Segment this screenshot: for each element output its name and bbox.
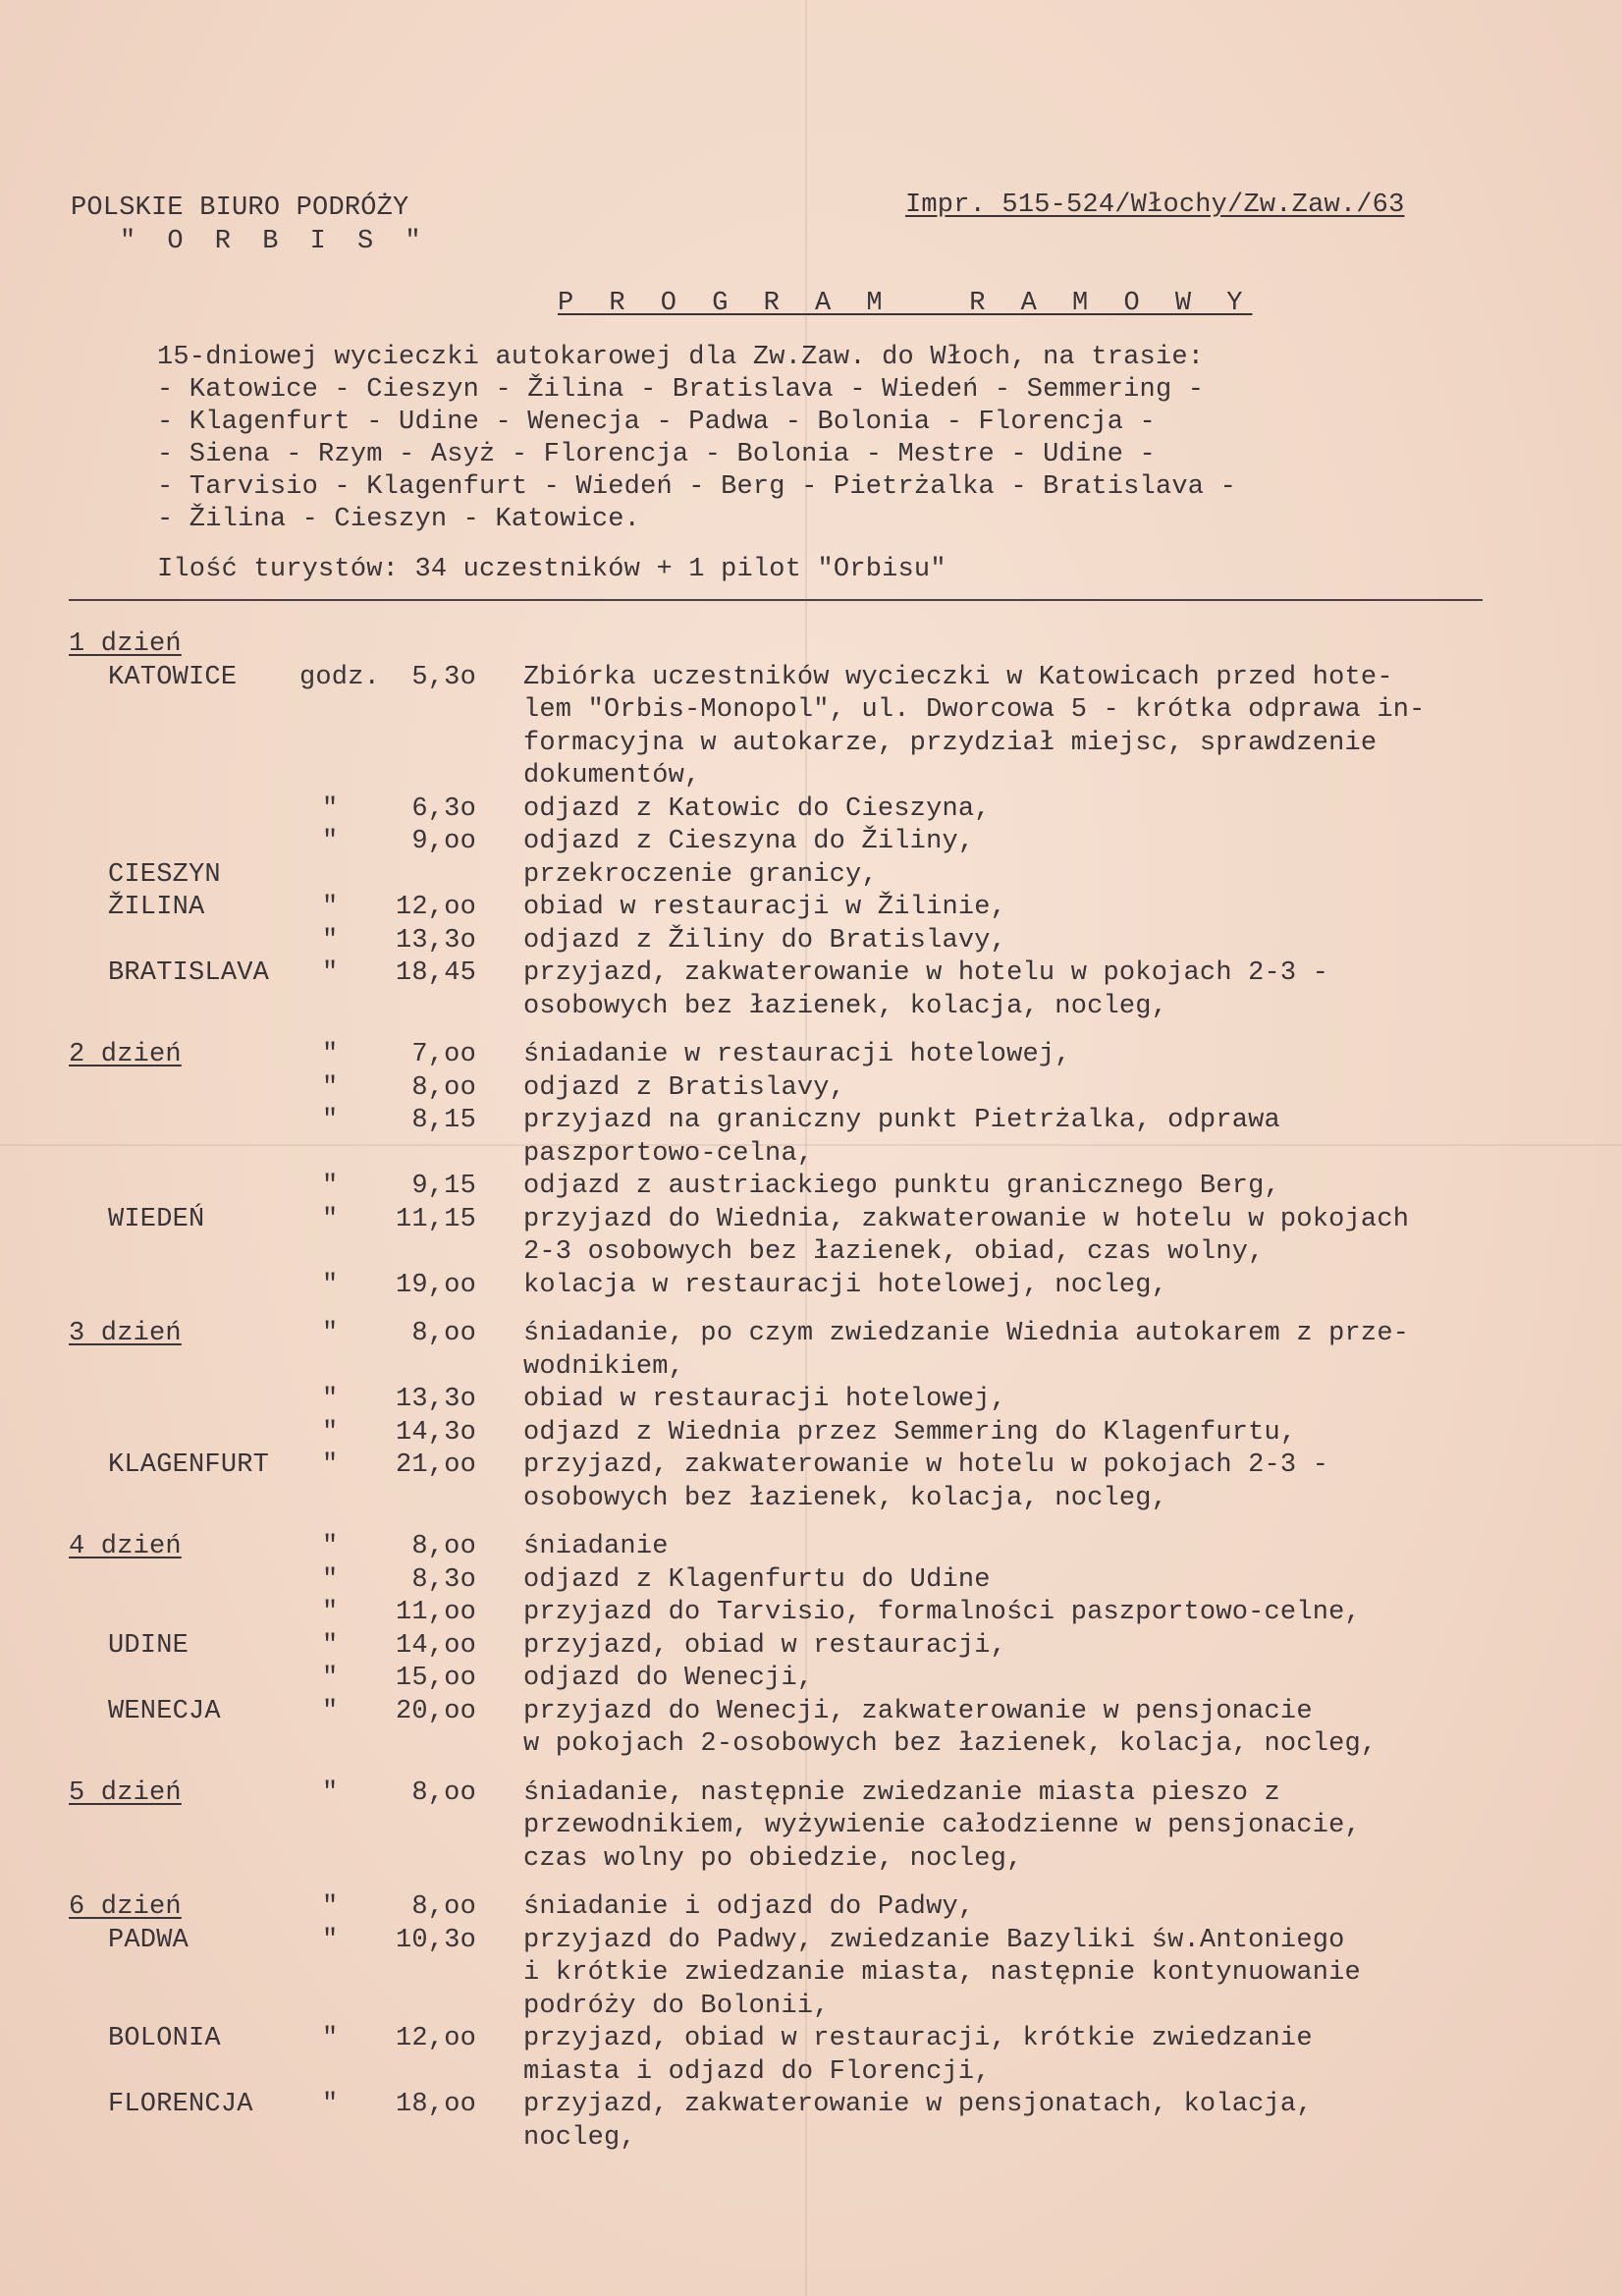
ditto-mark: " [322,1664,339,1693]
activity-text: przewodnikiem, wyżywienie całodzienne w pensjonacie, [523,1811,1361,1840]
activity-text: przyjazd, obiad w restauracji, [523,1630,1007,1661]
stop-time: 9,oo [411,827,476,856]
activity-text: przyjazd, zakwaterowanie w hotelu w pokojach 2-3 - [523,1450,1329,1480]
stop-time: 8,15 [411,1106,476,1135]
ditto-mark: " [322,1892,339,1922]
stop-city: UDINE [108,1630,189,1661]
stop-time: 5,3o [411,662,476,692]
activity-text: Zbiórka uczestników wycieczki w Katowicach przed hote- [523,662,1393,692]
stop-time: 20,oo [395,1696,476,1726]
activity-text: odjazd do Wenecji, [523,1664,814,1693]
activity-text: odjazd z Cieszyna do Žiliny, [523,827,975,856]
ditto-mark: " [322,793,339,824]
day-heading: 6 dzień [69,1892,182,1922]
activity-text: przyjazd, obiad w restauracji, krótkie zwiedzanie [523,2024,1313,2053]
stop-city: FLORENCJA [108,2090,253,2119]
activity-text: odjazd z Bratislavy, [523,1072,846,1103]
stop-time: 21,oo [395,1450,476,1480]
activity-text: czas wolny po obiedzie, nocleg, [523,1843,1023,1874]
stop-time: 10,3o [395,1925,476,1955]
time-prefix: godz. [299,662,381,692]
stop-time: 8,oo [411,1319,476,1348]
ditto-mark: " [322,1696,339,1726]
intro-line: - Katowice - Cieszyn - Žilina - Bratislava - Wiedeń - Semmering - [157,375,1205,405]
stop-city: KATOWICE [108,662,238,692]
activity-text: śniadanie i odjazd do Padwy, [523,1892,975,1922]
activity-text: przyjazd do Padwy, zwiedzanie Bazyliki św.Antoniego [523,1925,1345,1955]
ditto-mark: " [322,1072,339,1103]
activity-text: miasta i odjazd do Florencji, [523,2056,991,2087]
stop-time: 8,oo [411,1892,476,1922]
stop-time: 13,3o [395,1385,476,1414]
activity-text: śniadanie w restauracji hotelowej, [523,1040,1071,1069]
ditto-mark: " [322,1385,339,1414]
day-heading: 4 dzień [69,1532,182,1561]
stop-time: 7,oo [411,1040,476,1069]
activity-text: dokumentów, [523,761,701,791]
stop-time: 8,oo [411,1777,476,1808]
activity-text: i krótkie zwiedzanie miasta, następnie kontynuowanie [523,1958,1361,1988]
activity-text: kolacja w restauracji hotelowej, nocleg, [523,1270,1168,1300]
ditto-mark: " [322,2090,339,2119]
ditto-mark: " [322,1630,339,1661]
ditto-mark: " [322,893,339,922]
intro-line: 15-dniowej wycieczki autokarowej dla Zw.Zaw. do Włoch, na trasie: [157,343,1205,372]
ditto-mark: " [322,1319,339,1348]
separator-rule [69,599,1483,601]
stop-time: 18,45 [395,958,476,988]
stop-time: 12,oo [395,2024,476,2053]
ditto-mark: " [322,1172,339,1201]
intro-line: - Žilina - Cieszyn - Katowice. [157,505,641,534]
stop-time: 14,3o [395,1417,476,1448]
activity-text: odjazd z Katowic do Cieszyna, [523,793,991,824]
activity-text: obiad w restauracji w Žilinie, [523,893,1007,922]
activity-text: nocleg, [523,2122,636,2153]
activity-text: podróży do Bolonii, [523,1991,830,2021]
ditto-mark: " [322,958,339,988]
intro-line: - Siena - Rzym - Asyż - Florencja - Bolonia - Mestre - Udine - [157,440,1156,469]
stop-time: 8,oo [411,1072,476,1103]
activity-text: 2-3 osobowych bez łazienek, obiad, czas wolny, [523,1237,1265,1267]
day-heading: 5 dzień [69,1777,182,1808]
ditto-mark: " [322,827,339,856]
stop-time: 11,15 [395,1204,476,1234]
activity-text: przyjazd, zakwaterowanie w hotelu w pokojach 2-3 - [523,958,1329,988]
activity-text: śniadanie, po czym zwiedzanie Wiednia autokarem z prze- [523,1319,1410,1348]
stop-time: 11,oo [395,1598,476,1627]
activity-text: przyjazd do Wiednia, zakwaterowanie w hotelu w pokojach [523,1204,1410,1234]
ditto-mark: " [322,1564,339,1595]
day-heading: 3 dzień [69,1319,182,1348]
stop-city: PADWA [108,1925,189,1955]
stop-city: BRATISLAVA [108,958,270,988]
ditto-mark: " [322,1417,339,1448]
ditto-mark: " [322,1925,339,1955]
activity-text: w pokojach 2-osobowych bez łazienek, kolacja, nocleg, [523,1729,1378,1759]
day-heading: 2 dzień [69,1040,182,1069]
activity-text: paszportowo-celna, [523,1138,814,1169]
activity-text: wodnikiem, [523,1351,685,1382]
activity-text: formacyjna w autokarze, przydział miejsc, sprawdzenie [523,728,1378,758]
document-title: P R O G R A M R A M O W Y [558,289,1253,318]
activity-text: przyjazd na graniczny punkt Pietrżalka, odprawa [523,1106,1280,1135]
ditto-mark: " [322,1106,339,1135]
stop-time: 6,3o [411,793,476,824]
stop-time: 9,15 [411,1172,476,1201]
stop-time: 13,3o [395,925,476,956]
intro-line: - Tarvisio - Klagenfurt - Wiedeń - Berg - Pietrżalka - Bratislava - [157,472,1236,502]
activity-text: przyjazd do Wenecji, zakwaterowanie w pensjonacie [523,1696,1313,1726]
ditto-mark: " [322,1532,339,1561]
stop-time: 14,oo [395,1630,476,1661]
stop-city: BOLONIA [108,2024,221,2053]
activity-text: obiad w restauracji hotelowej, [523,1385,1007,1414]
ditto-mark: " [322,2024,339,2053]
ditto-mark: " [322,1598,339,1627]
activity-text: przyjazd, zakwaterowanie w pensjonatach, kolacja, [523,2090,1313,2119]
stop-time: 8,oo [411,1532,476,1561]
activity-text: odjazd z Wiednia przez Semmering do Klagenfurtu, [523,1417,1297,1448]
org-brand: " O R B I S " [120,227,429,256]
stop-city: ŽILINA [108,893,205,922]
activity-text: odjazd z austriackiego punktu granicznego Berg, [523,1172,1280,1201]
stop-city: CIESZYN [108,859,221,890]
stop-time: 18,oo [395,2090,476,2119]
activity-text: odjazd z Klagenfurtu do Udine [523,1564,991,1595]
activity-text: przekroczenie granicy, [523,859,878,890]
activity-text: odjazd z Žiliny do Bratislavy, [523,925,1007,956]
ditto-mark: " [322,925,339,956]
stop-time: 12,oo [395,893,476,922]
activity-text: osobowych bez łazienek, kolacja, nocleg, [523,1483,1168,1513]
stop-time: 19,oo [395,1270,476,1300]
activity-text: śniadanie, następnie zwiedzanie miasta pieszo z [523,1777,1280,1808]
activity-text: śniadanie [523,1532,669,1561]
stop-city: KLAGENFURT [108,1450,270,1480]
reference-number: Impr. 515-524/Włochy/Zw.Zaw./63 [905,191,1405,220]
stop-time: 15,oo [395,1664,476,1693]
ditto-mark: " [322,1270,339,1300]
ditto-mark: " [322,1040,339,1069]
activity-text: przyjazd do Tarvisio, formalności paszportowo-celne, [523,1598,1361,1627]
stop-time: 8,3o [411,1564,476,1595]
org-name: POLSKIE BIURO PODRÓŻY [71,193,409,223]
activity-text: lem "Orbis-Monopol", ul. Dworcowa 5 - krótka odprawa in- [523,695,1426,725]
ditto-mark: " [322,1777,339,1808]
activity-text: osobowych bez łazienek, kolacja, nocleg, [523,991,1168,1021]
intro-line: - Klagenfurt - Udine - Wenecja - Padwa - Bolonia - Florencja - [157,408,1156,437]
stop-city: WENECJA [108,1696,221,1726]
ditto-mark: " [322,1450,339,1480]
day-heading: 1 dzień [69,629,182,659]
stop-city: WIEDEŃ [108,1204,205,1234]
ditto-mark: " [322,1204,339,1234]
tourist-count: Ilość turystów: 34 uczestników + 1 pilot "Orbisu" [157,555,946,584]
